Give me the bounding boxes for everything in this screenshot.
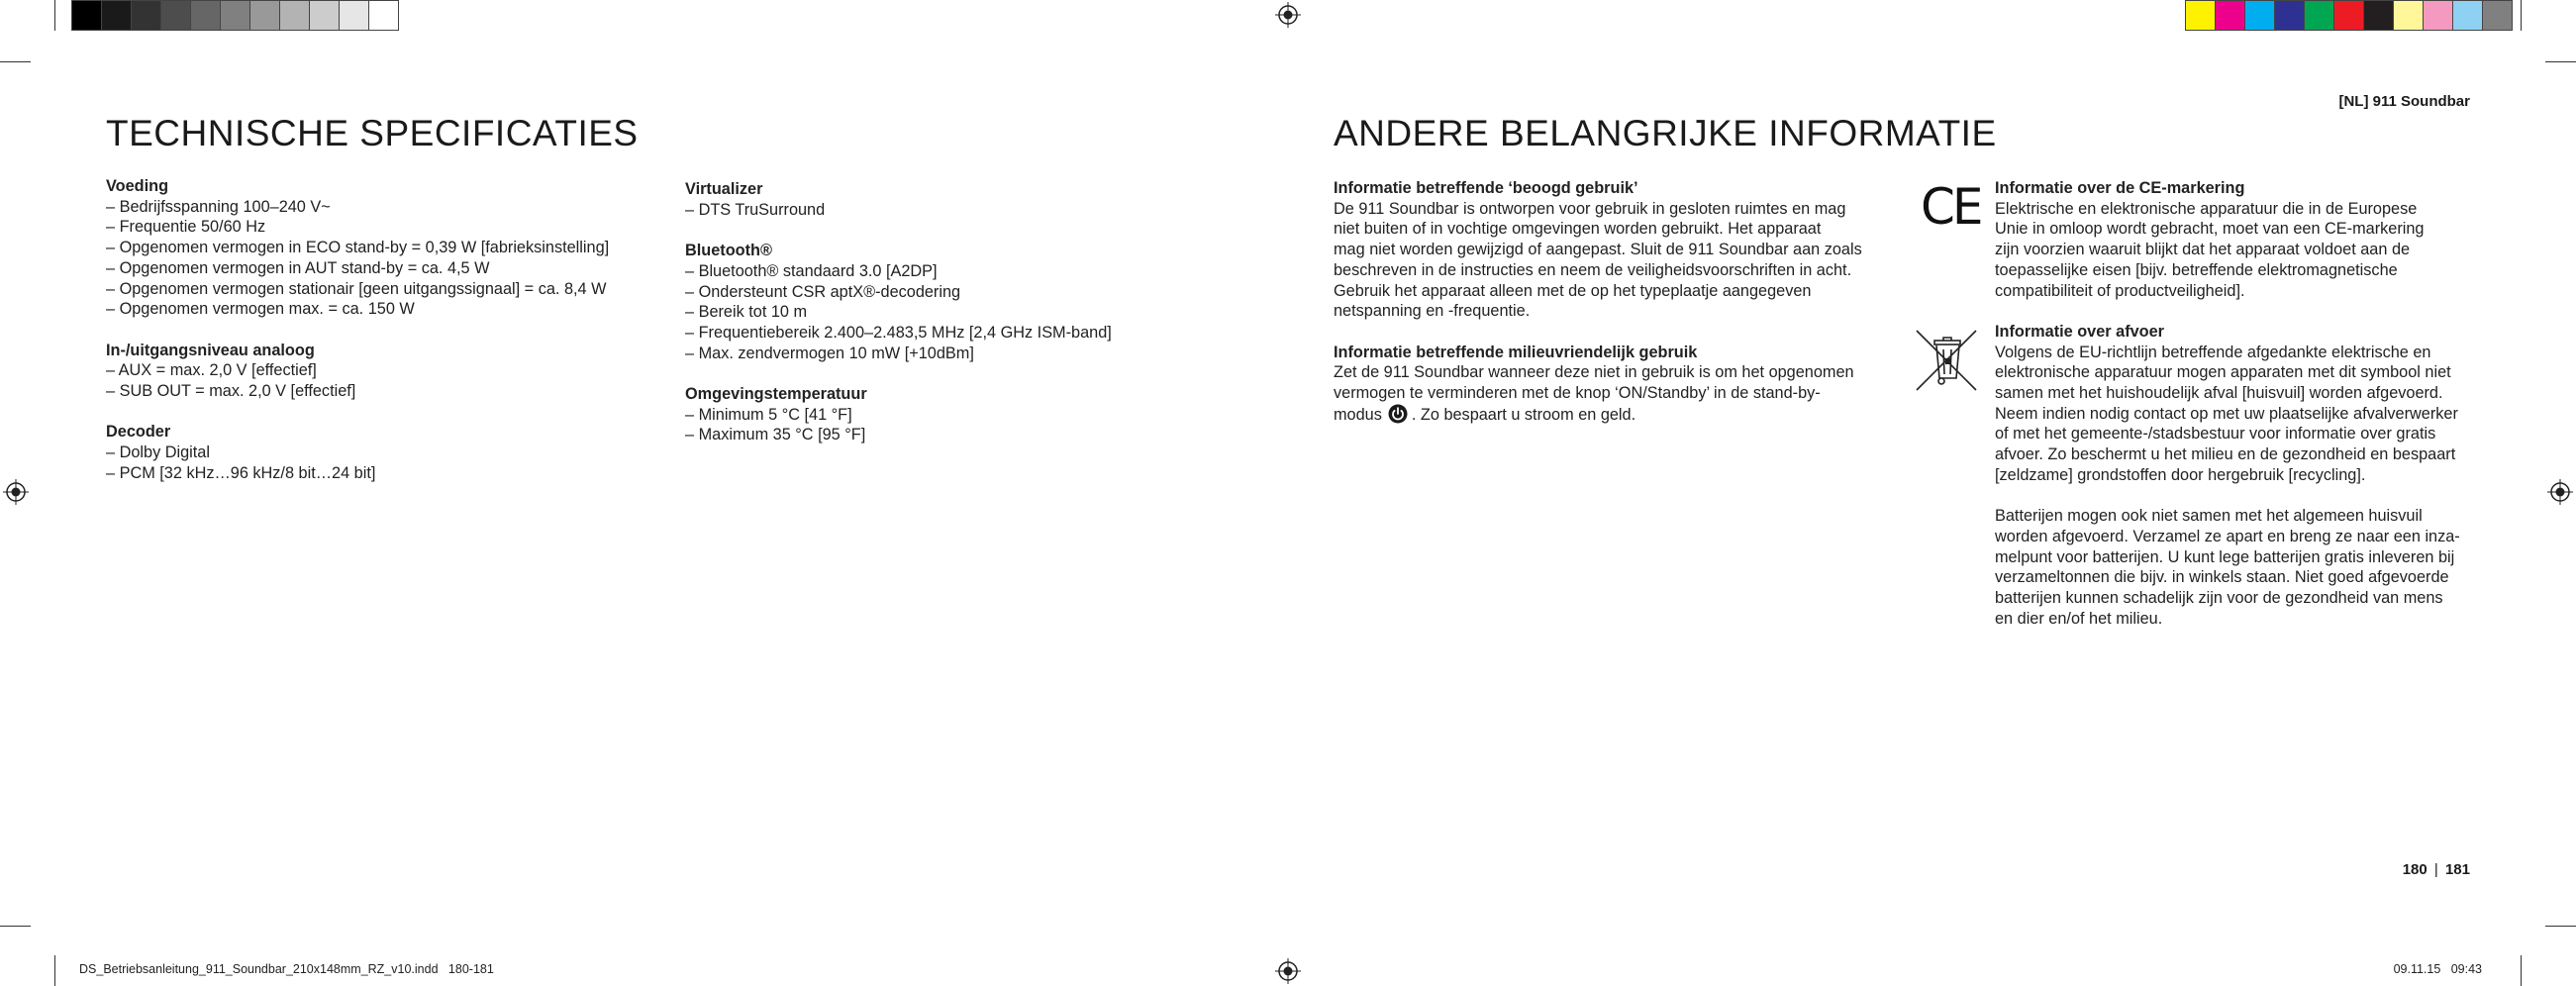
spec-item: – Frequentiebereik 2.400–2.483,5 MHz [2,4 GHz ISM-band] bbox=[685, 323, 1112, 342]
ce-marking-line: compatibiliteit of productveiligheid]. bbox=[1995, 281, 2245, 300]
grayscale-color-bar bbox=[71, 0, 398, 31]
registration-mark-icon bbox=[2547, 479, 2573, 505]
spec-heading: Bluetooth® bbox=[685, 242, 772, 260]
footer-timestamp: 09.11.15 09:43 bbox=[2393, 962, 2482, 976]
disposal-line: Neem indien nodig contact op met uw plaatselijke afvalverwerker bbox=[1995, 404, 2458, 423]
color-swatch bbox=[220, 0, 250, 31]
color-swatch bbox=[249, 0, 280, 31]
color-swatch bbox=[2333, 0, 2364, 31]
spec-heading: In-/uitgangsniveau analoog bbox=[106, 341, 315, 359]
color-swatch bbox=[2482, 0, 2513, 31]
crossed-out-wheelie-bin-icon bbox=[1913, 325, 1982, 394]
intended-use-line: Gebruik het apparaat alleen met de op het typeplaatje aangegeven bbox=[1334, 281, 1812, 300]
spec-item: – Opgenomen vermogen max. = ca. 150 W bbox=[106, 300, 415, 319]
disposal-line: elektronische apparatuur mogen apparaten met dit symbool niet bbox=[1995, 363, 2451, 382]
spec-item: – DTS TruSurround bbox=[685, 200, 826, 219]
eco-last-suffix: . Zo bespaart u stroom en geld. bbox=[1411, 405, 1636, 424]
color-swatch bbox=[368, 0, 399, 31]
intended-use-line: niet buiten of in vochtige omgevingen worden gebruikt. Het apparaat bbox=[1334, 220, 1822, 239]
spec-item: – SUB OUT = max. 2,0 V [effectief] bbox=[106, 382, 356, 401]
battery-disposal-line: en dier en/of het milieu. bbox=[1995, 609, 2163, 628]
spec-item: – Maximum 35 °C [95 °F] bbox=[685, 426, 866, 444]
battery-disposal-line: melpunt voor batterijen. U kunt lege batterijen gratis inleveren bij bbox=[1995, 547, 2455, 566]
ce-marking-line: zijn voorzien waaruit blijkt dat het apparaat voldoet aan de bbox=[1995, 241, 2411, 259]
spec-item: – Dolby Digital bbox=[106, 444, 210, 462]
power-standby-icon bbox=[1388, 404, 1408, 424]
product-header: [NL] 911 Soundbar bbox=[2338, 93, 2470, 110]
spec-heading: Virtualizer bbox=[685, 180, 763, 198]
color-swatch bbox=[339, 0, 369, 31]
color-swatch bbox=[101, 0, 132, 31]
registration-mark-icon bbox=[1275, 2, 1301, 28]
spec-item: – Opgenomen vermogen in ECO stand-by = 0,39 W [fabrieksinstelling] bbox=[106, 239, 610, 257]
battery-disposal-line: Batterijen mogen ook niet samen met het algemeen huisvuil bbox=[1995, 507, 2423, 526]
registration-mark-icon bbox=[3, 479, 29, 505]
disposal-line: samen met het huishoudelijk afval [huisvuil] worden afgevoerd. bbox=[1995, 384, 2443, 403]
battery-disposal-line: worden afgevoerd. Verzamel ze apart en breng ze naar een inza- bbox=[1995, 527, 2460, 545]
spec-item: – PCM [32 kHz…96 kHz/8 bit…24 bit] bbox=[106, 463, 376, 482]
page-numbers bbox=[2403, 861, 2470, 878]
page-number-left: 180 bbox=[2402, 861, 2427, 878]
color-swatch bbox=[2423, 0, 2453, 31]
page-number-separator: | bbox=[2433, 861, 2438, 878]
eco-use-heading: Informatie betreffende milieuvriendelijk gebruik bbox=[1334, 343, 1698, 361]
ce-marking-line: Elektrische en elektronische apparatuur die in de Europese bbox=[1995, 199, 2418, 218]
disposal-line: [zeldzame] grondstoffen door hergebruik [recycling]. bbox=[1995, 465, 2366, 484]
intended-use-heading: Informatie betreffende ‘beoogd gebruik’ bbox=[1334, 179, 1638, 197]
spec-item: – Frequentie 50/60 Hz bbox=[106, 218, 266, 237]
spec-column-1 bbox=[106, 176, 660, 484]
ce-marking-line: Unie in omloop wordt gebracht, moet van een CE-markering bbox=[1995, 220, 2425, 239]
disposal-line: Volgens de EU-richtlijn betreffende afgedankte elektrische en bbox=[1995, 343, 2431, 361]
page-number-right: 181 bbox=[2444, 861, 2470, 878]
ce-marking-heading: Informatie over de CE-markering bbox=[1995, 179, 2245, 197]
intended-use-section bbox=[1334, 178, 1888, 425]
spec-heading: Decoder bbox=[106, 423, 171, 442]
color-swatch bbox=[279, 0, 310, 31]
left-page-title: TECHNISCHE SPECIFICATIES bbox=[106, 113, 639, 153]
color-swatch bbox=[2274, 0, 2305, 31]
spec-item: – Opgenomen vermogen in AUT stand-by = ca. 4,5 W bbox=[106, 258, 490, 277]
footer-filename: DS_Betriebsanleitung_911_Soundbar_210x148mm_RZ_v10.indd 180-181 bbox=[79, 962, 494, 976]
color-swatch bbox=[2244, 0, 2275, 31]
eco-use-line: Zet de 911 Soundbar wanneer deze niet in gebruik is om het opgenomen bbox=[1334, 363, 1854, 382]
spec-item: – Opgenomen vermogen stationair [geen uitgangssignaal] = ca. 8,4 W bbox=[106, 279, 607, 298]
ce-mark-logo: CE bbox=[1921, 178, 1981, 236]
intended-use-line: De 911 Soundbar is ontworpen voor gebruik in gesloten ruimtes en mag bbox=[1334, 199, 1846, 218]
spec-item: – AUX = max. 2,0 V [effectief] bbox=[106, 361, 317, 380]
intended-use-line: beschreven in de instructies en neem de veiligheidsvoorschriften in acht. bbox=[1334, 260, 1852, 279]
disposal-heading: Informatie over afvoer bbox=[1995, 322, 2165, 341]
color-swatch bbox=[309, 0, 340, 31]
color-swatch bbox=[2363, 0, 2394, 31]
color-swatch bbox=[2452, 0, 2483, 31]
registration-mark-icon bbox=[1275, 958, 1301, 984]
disposal-line: of met het gemeente-/stadsbestuur voor informatie over gratis bbox=[1995, 425, 2436, 444]
color-swatch bbox=[2393, 0, 2424, 31]
right-page-title: ANDERE BELANGRIJKE INFORMATIE bbox=[1334, 113, 1997, 153]
spec-column-2 bbox=[685, 179, 1279, 445]
ce-marking-line: toepasselijke eisen [bijv. betreffende elektromagnetische bbox=[1995, 260, 2398, 279]
color-swatch bbox=[2185, 0, 2216, 31]
color-swatch bbox=[160, 0, 191, 31]
process-color-bar bbox=[2185, 0, 2512, 31]
disposal-line: afvoer. Zo beschermt u het milieu en de gezondheid en bespaart bbox=[1995, 445, 2456, 464]
ce-marking-section bbox=[1995, 178, 2490, 629]
color-swatch bbox=[2215, 0, 2245, 31]
battery-disposal-line: verzameltonnen die bijv. in winkels staan. Niet goed afgevoerde bbox=[1995, 568, 2449, 587]
eco-last-line bbox=[1334, 404, 1888, 426]
spec-heading: Omgevingstemperatuur bbox=[685, 385, 867, 403]
spec-item: – Ondersteunt CSR aptX®-decodering bbox=[685, 282, 961, 301]
spec-item: – Minimum 5 °C [41 °F] bbox=[685, 405, 852, 424]
eco-last-prefix: modus bbox=[1334, 405, 1382, 424]
spec-item: – Bereik tot 10 m bbox=[685, 303, 808, 322]
battery-disposal-line: batterijen kunnen schadelijk zijn voor de gezondheid van mens bbox=[1995, 589, 2443, 608]
intended-use-line: netspanning en -frequentie. bbox=[1334, 302, 1531, 321]
color-swatch bbox=[71, 0, 102, 31]
spec-item: – Bedrijfsspanning 100–240 V~ bbox=[106, 197, 331, 216]
spec-heading: Voeding bbox=[106, 177, 169, 195]
color-swatch bbox=[131, 0, 161, 31]
color-swatch bbox=[190, 0, 221, 31]
spec-item: – Bluetooth® standaard 3.0 [A2DP] bbox=[685, 261, 938, 280]
intended-use-line: mag niet worden gewijzigd of aangepast. Sluit de 911 Soundbar aan zoals bbox=[1334, 241, 1862, 259]
eco-use-line: vermogen te verminderen met de knop ‘ON/Standby’ in de stand-by- bbox=[1334, 384, 1821, 403]
spec-item: – Max. zendvermogen 10 mW [+10dBm] bbox=[685, 344, 974, 362]
color-swatch bbox=[2304, 0, 2334, 31]
